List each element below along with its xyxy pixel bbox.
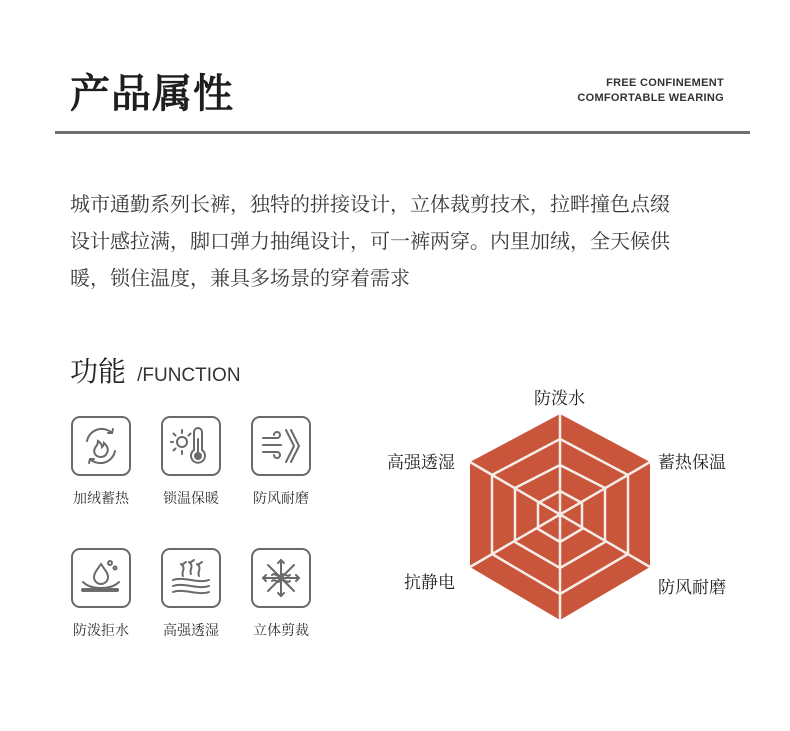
feature-icon-box [251, 548, 311, 608]
stretch-arrows-icon [259, 556, 303, 600]
feature-label: 防泼拒水 [73, 623, 129, 639]
radar-label-windproof: 防风耐磨 [658, 578, 726, 598]
wind-shield-icon [259, 424, 303, 468]
radar-label-breathable: 高强透湿 [387, 453, 455, 473]
tagline-line-1: FREE CONFINEMENT [606, 77, 724, 89]
feature-breathable [145, 548, 237, 640]
feature-label: 防风耐磨 [253, 491, 309, 507]
feature-icon-box [71, 548, 131, 608]
function-heading [70, 350, 241, 390]
feature-icon-box [71, 416, 131, 476]
thermometer-sun-icon [169, 424, 213, 468]
feature-icon-box [161, 548, 221, 608]
feature-label: 立体剪裁 [253, 623, 309, 639]
breathable-layers-icon [169, 556, 213, 600]
feature-water-repellent [55, 548, 147, 640]
header-divider [55, 131, 750, 134]
fire-recycle-icon [79, 424, 123, 468]
feature-label: 锁温保暖 [163, 491, 219, 507]
water-drop-fabric-icon [79, 556, 123, 600]
feature-icon-box [251, 416, 311, 476]
page-title: 产品属性 [70, 71, 234, 117]
function-title-cn: 功能 [70, 355, 127, 388]
radar-chart [360, 370, 760, 630]
feature-fleece-heat [55, 416, 147, 508]
radar-label-antistatic: 抗静电 [404, 573, 455, 593]
tagline [577, 76, 724, 106]
tagline-line-2: COMFORTABLE WEARING [577, 92, 724, 104]
feature-label: 加绒蓄热 [73, 491, 129, 507]
function-title-en: /FUNCTION [137, 365, 241, 386]
feature-heat-lock [145, 416, 237, 508]
radar-label-heat-retention: 蓄热保温 [658, 453, 726, 473]
feature-windproof [235, 416, 327, 508]
product-description [70, 186, 730, 297]
radar-label-water-repellent: 防泼水 [534, 389, 585, 409]
description-line-1: 城市通勤系列长裤，独特的拼接设计，立体裁剪技术，拉畔撞色点缀 [70, 192, 670, 216]
description-line-2: 设计感拉满，脚口弹力抽绳设计，可一裤两穿。内里加绒，全天候供 [70, 229, 670, 253]
feature-3d-cut [235, 548, 327, 640]
feature-icon-box [161, 416, 221, 476]
description-line-3: 暖，锁住温度，兼具多场景的穿着需求 [70, 266, 410, 290]
feature-label: 高强透湿 [163, 623, 219, 639]
